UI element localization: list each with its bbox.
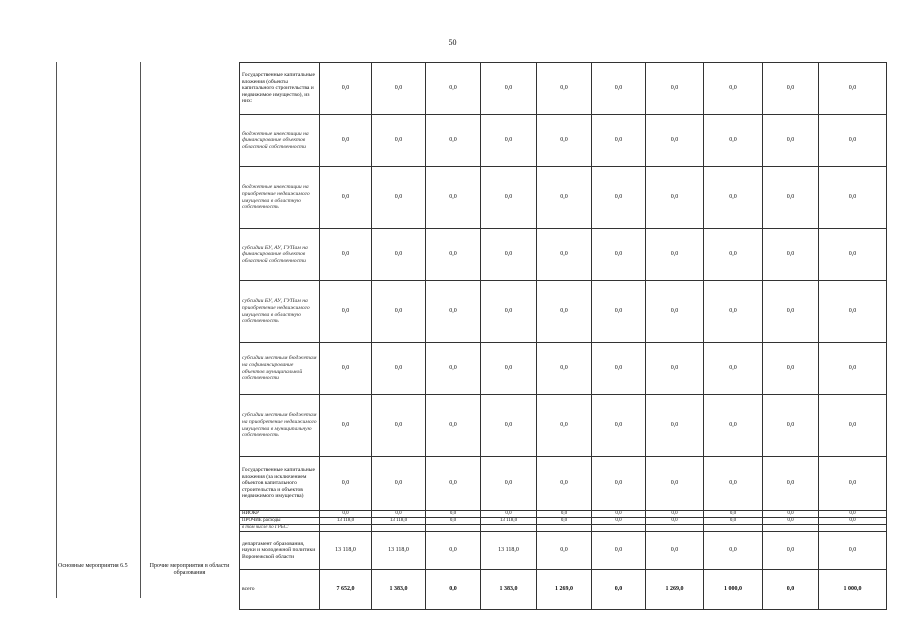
value-cell (537, 525, 592, 532)
value-cell: 0,0 (704, 229, 763, 281)
table-row (240, 167, 887, 229)
table-row (240, 525, 887, 532)
row-label: субсидии местным бюджетам на приобретение недвижимого имущества в муниципальную собственность (240, 395, 320, 457)
value-cell: 0,0 (320, 395, 372, 457)
value-cell (646, 525, 704, 532)
value-cell: 1 000,0 (819, 570, 887, 610)
value-cell: 1 383,0 (481, 570, 537, 610)
table-row (240, 115, 887, 167)
value-cell: 0,0 (426, 343, 481, 395)
value-cell: 0,0 (646, 518, 704, 525)
value-cell: 0,0 (320, 115, 372, 167)
value-cell: 0,0 (819, 395, 887, 457)
value-cell: 0,0 (704, 167, 763, 229)
value-cell: 0,0 (426, 570, 481, 610)
value-cell: 0,0 (372, 115, 426, 167)
value-cell: 0,0 (592, 167, 646, 229)
row-label: департамент образования, науки и молодежной политики Воронежской области (240, 532, 320, 570)
row-label: субсидии БУ, АУ, ГУПам на приобретение недвижимого имущества в областную собственность (240, 281, 320, 343)
value-cell: 0,0 (426, 511, 481, 518)
table-row (240, 570, 887, 610)
value-cell: 0,0 (481, 395, 537, 457)
table-row (240, 63, 887, 115)
value-cell: 0,0 (592, 229, 646, 281)
value-cell: 13 118,0 (481, 518, 537, 525)
value-cell: 0,0 (320, 229, 372, 281)
table-row (240, 511, 887, 518)
value-cell: 0,0 (426, 229, 481, 281)
value-cell: 0,0 (320, 167, 372, 229)
value-cell: 0,0 (763, 570, 819, 610)
value-cell: 0,0 (320, 281, 372, 343)
value-cell (592, 525, 646, 532)
value-cell: 0,0 (426, 518, 481, 525)
value-cell: 0,0 (320, 457, 372, 511)
value-cell: 0,0 (537, 115, 592, 167)
value-cell: 1 383,0 (372, 570, 426, 610)
value-cell: 0,0 (763, 115, 819, 167)
value-cell: 0,0 (819, 457, 887, 511)
value-cell: 1 269,0 (537, 570, 592, 610)
column-rule (56, 62, 57, 598)
table-row (240, 281, 887, 343)
value-cell: 0,0 (646, 229, 704, 281)
value-cell: 0,0 (426, 281, 481, 343)
value-cell: 0,0 (646, 115, 704, 167)
value-cell: 0,0 (481, 281, 537, 343)
value-cell: 0,0 (819, 115, 887, 167)
value-cell: 13 118,0 (481, 532, 537, 570)
value-cell: 0,0 (763, 281, 819, 343)
column-rule (140, 62, 141, 598)
value-cell: 0,0 (646, 167, 704, 229)
value-cell: 0,0 (592, 570, 646, 610)
value-cell: 0,0 (537, 457, 592, 511)
value-cell: 0,0 (763, 343, 819, 395)
row-label: ПРОЧИЕ расходы (240, 518, 320, 525)
value-cell: 0,0 (426, 115, 481, 167)
value-cell: 0,0 (481, 63, 537, 115)
value-cell: 0,0 (819, 532, 887, 570)
row-label: субсидии БУ, АУ, ГУПам на финансирование объектов областной собственности (240, 229, 320, 281)
value-cell: 0,0 (592, 532, 646, 570)
table-row (240, 532, 887, 570)
value-cell: 0,0 (763, 518, 819, 525)
value-cell: 0,0 (426, 167, 481, 229)
value-cell: 0,0 (646, 63, 704, 115)
value-cell: 0,0 (592, 343, 646, 395)
value-cell: 0,0 (426, 457, 481, 511)
table-row (240, 457, 887, 511)
value-cell: 0,0 (819, 518, 887, 525)
row-label: Государственные капитальные вложения (за исключением объектов капитального строительства и объектов недвижимого имущества) (240, 457, 320, 511)
event-label: Основные мероприятия 6.5 (58, 563, 128, 569)
value-cell: 0,0 (481, 457, 537, 511)
value-cell: 0,0 (426, 63, 481, 115)
value-cell: 0,0 (704, 343, 763, 395)
value-cell: 0,0 (320, 511, 372, 518)
value-cell: 0,0 (537, 518, 592, 525)
value-cell: 0,0 (819, 167, 887, 229)
value-cell: 0,0 (763, 63, 819, 115)
value-cell: 0,0 (537, 229, 592, 281)
value-cell: 0,0 (592, 63, 646, 115)
row-label: бюджетные инвестиции на финансирование объектов областной собственности (240, 115, 320, 167)
value-cell: 0,0 (481, 167, 537, 229)
value-cell: 0,0 (819, 343, 887, 395)
value-cell: 0,0 (481, 115, 537, 167)
value-cell: 0,0 (704, 511, 763, 518)
value-cell: 0,0 (763, 167, 819, 229)
value-cell: 0,0 (426, 395, 481, 457)
value-cell (763, 525, 819, 532)
value-cell: 0,0 (592, 281, 646, 343)
value-cell: 0,0 (592, 511, 646, 518)
value-cell: 0,0 (537, 532, 592, 570)
row-label: бюджетные инвестиции на приобретение недвижимого имущества в областную собственность (240, 167, 320, 229)
value-cell: 0,0 (704, 457, 763, 511)
value-cell: 0,0 (704, 63, 763, 115)
value-cell: 0,0 (537, 63, 592, 115)
table-row (240, 518, 887, 525)
value-cell: 13 118,0 (320, 532, 372, 570)
value-cell: 0,0 (819, 281, 887, 343)
value-cell: 0,0 (763, 229, 819, 281)
value-cell: 0,0 (320, 63, 372, 115)
value-cell (819, 525, 887, 532)
value-cell: 0,0 (763, 511, 819, 518)
value-cell: 0,0 (537, 395, 592, 457)
value-cell: 0,0 (819, 511, 887, 518)
value-cell (372, 525, 426, 532)
value-cell: 7 652,0 (320, 570, 372, 610)
value-cell (320, 525, 372, 532)
value-cell: 0,0 (372, 395, 426, 457)
value-cell: 0,0 (646, 532, 704, 570)
value-cell: 0,0 (646, 343, 704, 395)
row-label: в том числе по ГРБС: (240, 525, 320, 532)
value-cell: 0,0 (537, 167, 592, 229)
value-cell: 0,0 (592, 115, 646, 167)
value-cell: 0,0 (646, 511, 704, 518)
value-cell: 0,0 (704, 532, 763, 570)
value-cell: 0,0 (481, 511, 537, 518)
value-cell: 0,0 (763, 457, 819, 511)
value-cell (426, 525, 481, 532)
value-cell: 1 269,0 (646, 570, 704, 610)
value-cell: 0,0 (372, 457, 426, 511)
value-cell: 0,0 (819, 63, 887, 115)
value-cell: 0,0 (704, 115, 763, 167)
value-cell: 0,0 (372, 343, 426, 395)
value-cell: 13 118,0 (372, 518, 426, 525)
value-cell: 0,0 (592, 518, 646, 525)
table-row (240, 343, 887, 395)
value-cell: 0,0 (537, 343, 592, 395)
event-description: Прочие мероприятия в области образования (149, 563, 230, 576)
value-cell: 0,0 (372, 511, 426, 518)
value-cell: 0,0 (592, 457, 646, 511)
value-cell: 0,0 (537, 281, 592, 343)
value-cell: 13 118,0 (372, 532, 426, 570)
value-cell (704, 525, 763, 532)
value-cell: 0,0 (646, 457, 704, 511)
value-cell: 0,0 (372, 63, 426, 115)
value-cell: 0,0 (481, 229, 537, 281)
value-cell: 0,0 (763, 532, 819, 570)
value-cell: 13 118,0 (320, 518, 372, 525)
value-cell: 0,0 (646, 281, 704, 343)
value-cell: 0,0 (320, 343, 372, 395)
value-cell: 0,0 (372, 281, 426, 343)
value-cell: 0,0 (646, 395, 704, 457)
value-cell: 0,0 (537, 511, 592, 518)
value-cell: 0,0 (763, 395, 819, 457)
row-label: всего (240, 570, 320, 610)
value-cell: 0,0 (704, 518, 763, 525)
value-cell: 0,0 (704, 281, 763, 343)
row-label: субсидии местным бюджетам на софинансирование объектов муниципальной собственности (240, 343, 320, 395)
value-cell: 1 000,0 (704, 570, 763, 610)
value-cell: 0,0 (372, 229, 426, 281)
table-row (240, 229, 887, 281)
value-cell: 0,0 (819, 229, 887, 281)
row-label: Государственные капитальные вложения (объекты капитального строительства и недвижимое имущество), из них: (240, 63, 320, 115)
table-row (240, 395, 887, 457)
value-cell: 0,0 (704, 395, 763, 457)
row-label: НИОКР (240, 511, 320, 518)
page-number: 50 (448, 38, 457, 47)
value-cell (481, 525, 537, 532)
value-cell: 0,0 (592, 395, 646, 457)
budget-table (239, 62, 887, 610)
value-cell: 0,0 (426, 532, 481, 570)
value-cell: 0,0 (372, 167, 426, 229)
value-cell: 0,0 (481, 343, 537, 395)
